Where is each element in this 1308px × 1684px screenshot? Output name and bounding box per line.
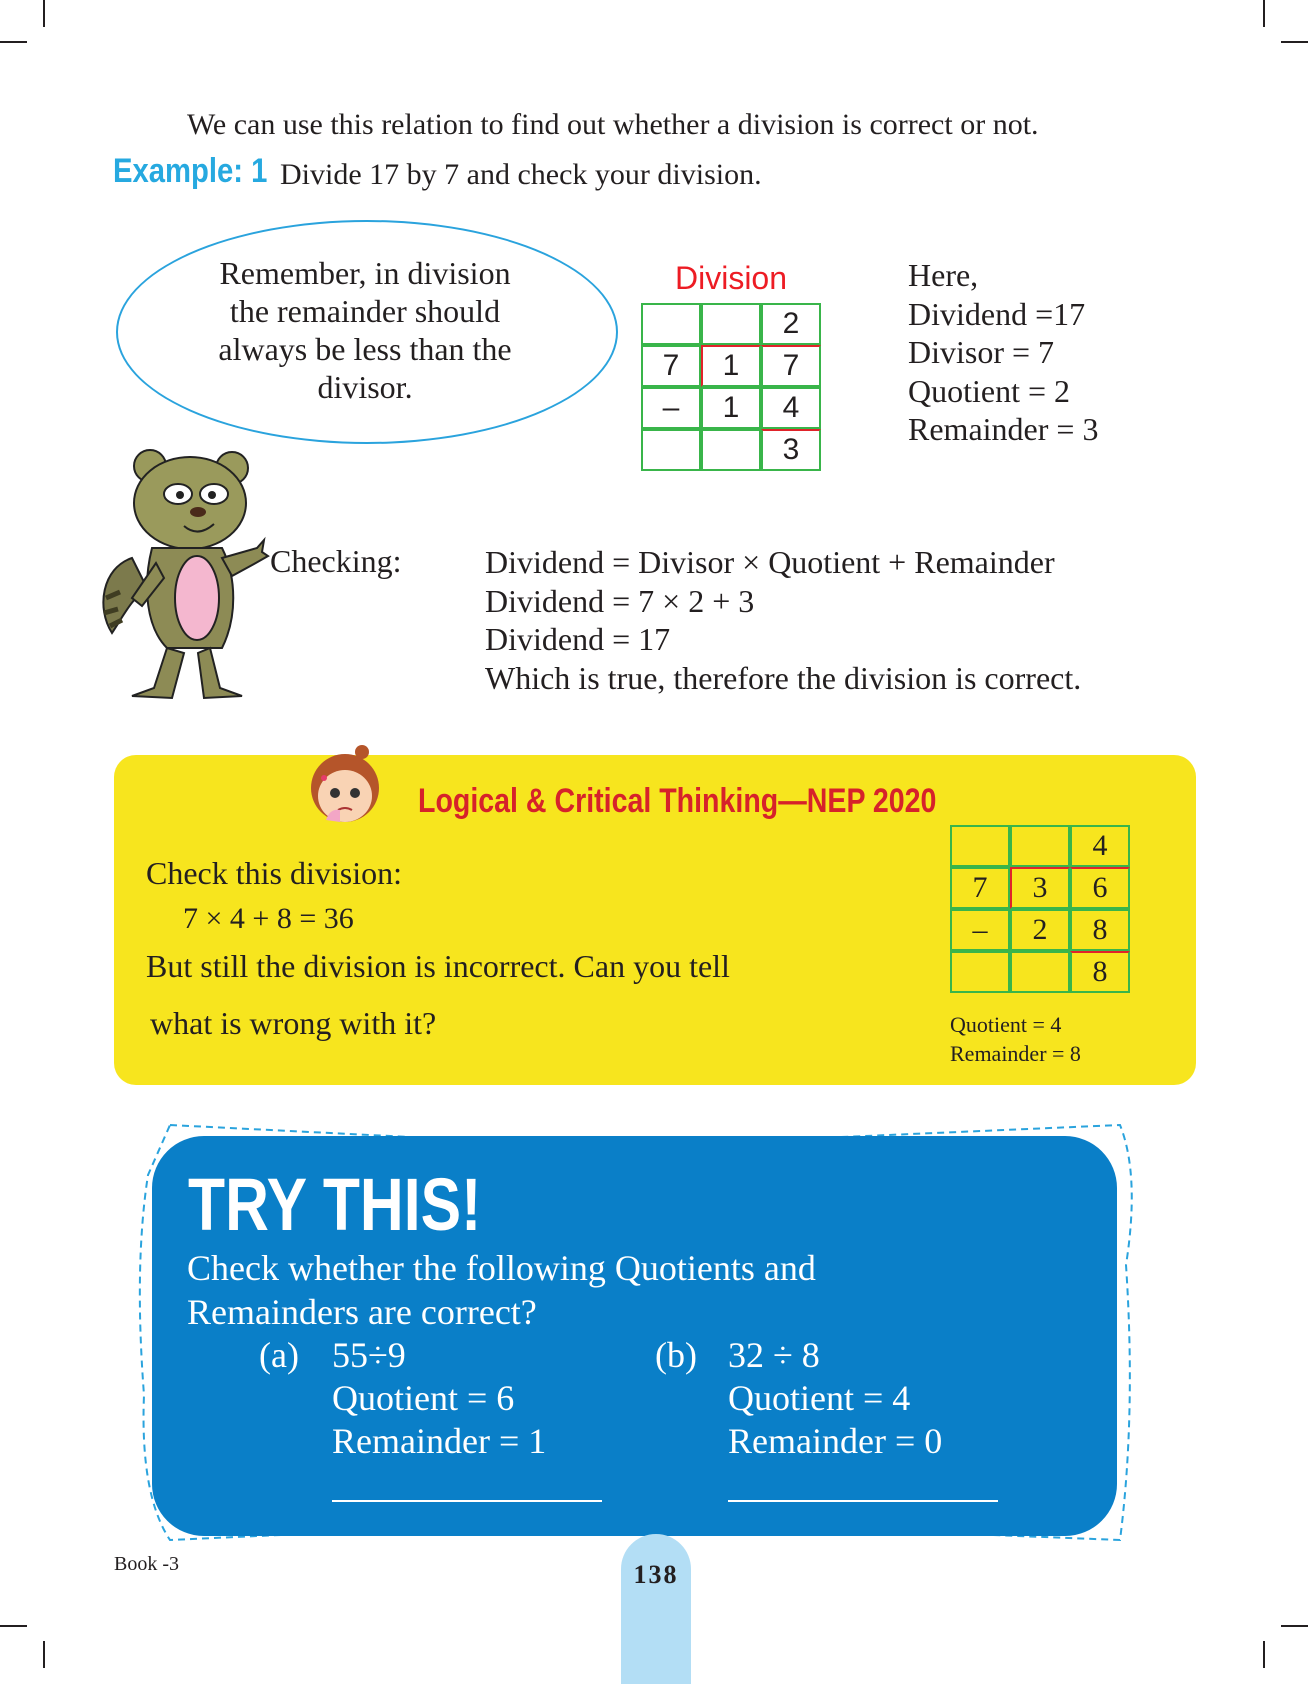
crop-mark [1263,0,1265,27]
book-label: Book -3 [114,1553,179,1575]
try-line-2: Remainders are correct? [187,1292,537,1332]
thinking-girl-icon [302,744,388,830]
here-line: Dividend =17 [908,295,1086,332]
here-line: Remainder = 3 [908,411,1099,447]
grid-cell: 3 [761,429,821,471]
option-b-label: (b) [655,1335,697,1375]
grid-cell: – [641,387,701,429]
quotient-text: Quotient = 4 [950,1012,1062,1037]
grid-cell [950,951,1010,993]
crop-mark [43,1641,45,1668]
bubble-line: always be less than the [218,331,512,367]
bubble-line: divisor. [317,369,413,405]
remainder-text: Remainder = 8 [950,1041,1081,1066]
grid-cell: 7 [641,345,701,387]
crop-mark [1281,41,1308,43]
grid-cell [1010,951,1070,993]
here-values [908,256,1098,449]
try-this-title: TRY THIS! [188,1163,482,1246]
grid-cell: 1 [701,345,761,387]
bubble-line: Remember, in division [219,255,511,291]
grid-cell: – [950,909,1010,951]
grid-cell: 7 [761,345,821,387]
logical-thinking-title: Logical & Critical Thinking—NEP 2020 [418,782,937,820]
grid-cell [701,429,761,471]
checking-line: Which is true, therefore the division is correct. [485,659,1082,696]
grid-cell: 2 [761,303,821,345]
here-line: Quotient = 2 [908,372,1071,409]
grid-cell [641,429,701,471]
crop-mark [1263,1641,1265,1668]
intro-text: We can use this relation to find out whether a division is correct or not. [187,108,1039,141]
check-results [950,1010,1081,1068]
checking-label: Checking: [270,543,402,579]
checking-line: Dividend = 17 [485,621,671,657]
checking-line: Dividend = Divisor × Quotient + Remainder [485,544,1055,580]
check-division-grid [950,825,1130,993]
answer-blank-a[interactable] [332,1500,602,1502]
grid-cell [950,825,1010,867]
division-title: Division [674,260,788,296]
here-line: Divisor = 7 [908,334,1055,370]
bubble-text [160,254,570,406]
division-grid [641,303,821,471]
grid-cell: 1 [701,387,761,429]
option-b-quotient: Quotient = 4 [728,1378,911,1418]
answer-blank-b[interactable] [728,1500,998,1502]
crop-mark [1281,1625,1308,1627]
grid-cell [1010,825,1070,867]
option-a-quotient: Quotient = 6 [332,1378,515,1418]
bubble-line: the remainder should [229,293,501,329]
logical-line-2: 7 × 4 + 8 = 36 [183,902,354,935]
grid-cell: 7 [950,867,1010,909]
try-line-1: Check whether the following Quotients and [187,1248,816,1288]
option-b-problem: 32 ÷ 8 [728,1335,820,1375]
logical-line-3: But still the division is incorrect. Can you tell [146,948,730,984]
page-number-tab [621,1534,691,1684]
option-a-problem: 55÷9 [332,1335,406,1375]
grid-cell: 3 [1010,867,1070,909]
checking-lines [485,543,1081,697]
option-a-remainder: Remainder = 1 [332,1421,547,1461]
example-text: Divide 17 by 7 and check your division. [280,158,762,191]
crop-mark [0,41,27,43]
page-number: 138 [633,1560,679,1589]
option-b-remainder: Remainder = 0 [728,1421,943,1461]
example-heading: Example: 1 [113,152,268,190]
checking-line: Dividend = 7 × 2 + 3 [485,582,755,619]
crop-mark [0,1625,27,1627]
option-a-label: (a) [259,1335,299,1375]
crop-mark [43,0,45,27]
grid-cell [641,303,701,345]
here-line: Here, [908,257,979,293]
logical-line-4: what is wrong with it? [150,1005,437,1041]
grid-cell [701,303,761,345]
grid-cell: 6 [1070,867,1130,909]
raccoon-mascot-icon [92,448,272,710]
logical-line-1: Check this division: [146,855,402,891]
grid-cell: 2 [1010,909,1070,951]
grid-cell: 4 [761,387,821,429]
grid-cell: 8 [1070,909,1130,951]
grid-cell: 8 [1070,951,1130,993]
grid-cell: 4 [1070,825,1130,867]
